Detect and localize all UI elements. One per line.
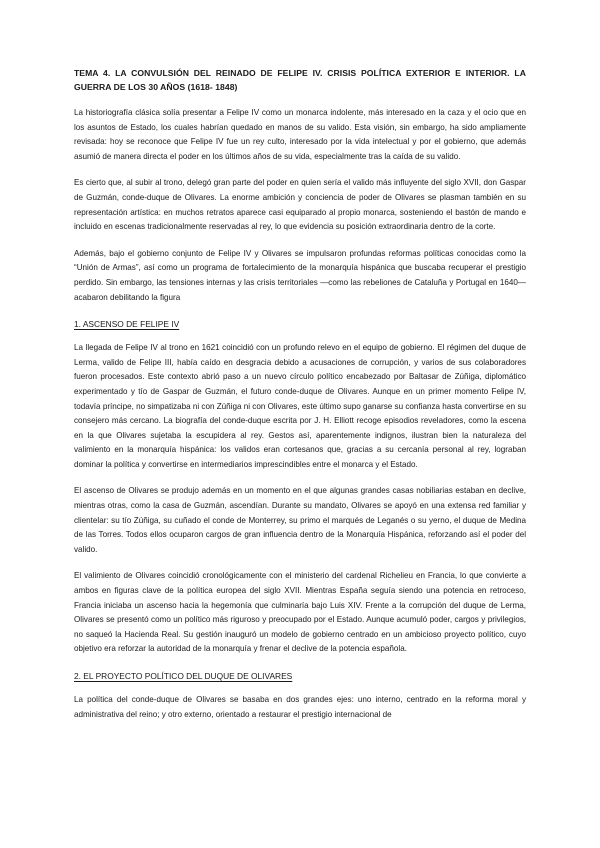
section1-paragraph-2: El ascenso de Olivares se produjo además en un momento en el que algunas grandes casas nobiliarias estaban en declive, mientras otras, como la casa de Guzmán, ascendían. Durante su mandato, Olivares se apoyó en una extensa red familiar y clientelar: su tío Zúñiga, su cuñado el conde de Monterrey, su primo el marqués de Leganés o su yerno, el duque de Medina de las Torres. Todos ellos ocuparon cargos de gran influencia dentro de la Monarquía Hispánica, reforzando así el poder del valido. [74, 486, 526, 554]
document-title: TEMA 4. LA CONVULSIÓN DEL REINADO DE FELIPE IV. CRISIS POLÍTICA EXTERIOR E INTERIOR. LA GUERRA DE LOS 30 AÑOS (1618- 1848) [74, 68, 526, 92]
intro-paragraph-1: La historiografía clásica solía presentar a Felipe IV como un monarca indolente, más interesado en la caza y el ocio que en los asuntos de Estado, los cuales habrían quedado en manos de su valido. Esta visión, sin embargo, ha sido ampliamente revisada: hoy se reconoce que Felipe IV fue un rey culto, interesado por la vida intelectual y por el gobierno, que además asumió de manera directa el poder en los últimos años de su vida, especialmente tras la caída de su valido. [74, 108, 526, 161]
section-heading-ascenso: 1. ASCENSO DE FELIPE IV [74, 319, 180, 330]
section2-paragraph-1: La política del conde-duque de Olivares se basaba en dos grandes ejes: uno interno, centrado en la reforma moral y administrativa del reino; y otro externo, orientado a restaurar el prestigio internacional de [74, 695, 526, 719]
section-heading-proyecto: 2. EL PROYECTO POLÍTICO DEL DUQUE DE OLIVARES [74, 671, 293, 681]
intro-paragraph-3: Además, bajo el gobierno conjunto de Felipe IV y Olivares se impulsaron profundas reformas políticas conocidas como la “Unión de Armas”, así como un programa de fortalecimiento de la monarquía hispánica que buscaba recuperar el prestigio perdido. Sin embargo, las tensiones internas y las crisis territoriales —como las rebeliones de Cataluña y Portugal en 1640— acabaron debilitando la figura [74, 248, 526, 302]
intro-paragraph-2: Es cierto que, al subir al trono, delegó gran parte del poder en quien sería el valido más influyente del siglo XVII, don Gaspar de Guzmán, conde-duque de Olivares. La enorme ambición y conciencia de poder de Olivares se plasman también en su representación artística: en muchos retratos aparece casi equiparado al propio monarca, sosteniendo el bastón de mando e incluido en escenas tradicionalmente reservadas al rey, lo que evidencia su posición extraordinaria dentro de la corte. [74, 178, 526, 232]
section1-paragraph-3: El valimiento de Olivares coincidió cronológicamente con el ministerio del cardenal Richelieu en Francia, lo que convierte a ambos en figuras clave de la política europea del siglo XVII. Mientras España seguía siendo una potencia en retroceso, Francia iniciaba un ascenso hacia la hegemonía que culminaría bajo Luis XIV. Frente a la corrupción del duque de Lerma, Olivares se presentó como un político más riguroso y preocupado por el Estado. Aunque acumuló poder, cargos y privilegios, no saqueó la Hacienda Real. Su gestión inauguró un modelo de gobierno centrado en un ambicioso proyecto político, cuyo objetivo era reforzar la autoridad de la monarquía y frenar el declive de la potencia española. [74, 571, 526, 654]
section1-paragraph-1: La llegada de Felipe IV al trono en 1621 coincidió con un profundo relevo en el equipo de gobierno. El régimen del duque de Lerma, valido de Felipe III, había caído en desgracia debido a acusaciones de corrupción, y varios de sus colaboradores fueron procesados. Este contexto abrió paso a un nuevo círculo político encabezado por Baltasar de Zúñiga, diplomático experimentado y tío de Gaspar de Guzmán, el futuro conde-duque de Olivares. Aunque en un primer momento Felipe IV, todavía príncipe, no simpatizaba ni con Zúñiga ni con Olivares, este último supo ganarse su confianza hasta convertirse en su consejero más cercano. La biografía del conde-duque escrita por J. H. Elliott recoge episodios reveladores, como la escena en la que Olivares sujetaba la escupidera al rey. Gestos así, aparentemente indignos, ilustran bien la naturaleza del valimiento en la monarquía hispánica: los validos eran cortesanos que, gracias a su cercanía personal al rey, lograban dominar la política y convertirse en intermediarios imprescindibles entre el monarca y el Estado. [74, 343, 526, 469]
